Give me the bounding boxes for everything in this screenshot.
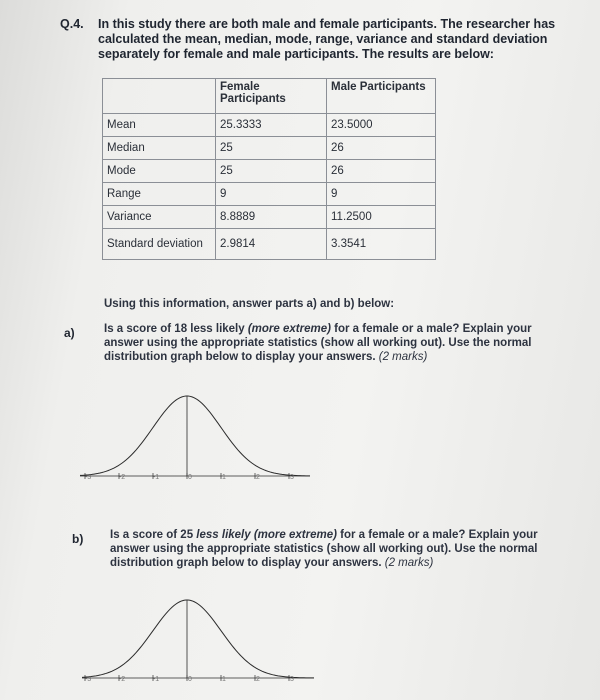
tick-label: -2 — [118, 474, 126, 481]
table-row — [103, 160, 436, 183]
female-value: 25.3333 — [216, 114, 327, 137]
part-b-text-start: Is a score of 25 — [110, 529, 197, 541]
part-b-text-italic: less likely (more extreme) — [196, 529, 337, 541]
male-value: 11.2500 — [327, 206, 436, 229]
part-b-text-end: for a female or a male? Explain your answer using the appropriate statistics (show all working out). Use the normal distribution graph below to display your answers. — [110, 529, 538, 569]
bell-curve — [80, 396, 310, 476]
female-value: 8.8889 — [216, 206, 327, 229]
part-b-marks: (2 marks) — [384, 557, 434, 569]
part-a-text — [104, 322, 544, 364]
question-number: Q.4. — [60, 17, 84, 31]
male-value: 9 — [327, 183, 436, 206]
tick-label: -3 — [84, 676, 92, 683]
female-value: 2.9814 — [216, 229, 327, 260]
row-label: Mean — [103, 114, 216, 137]
male-value: 26 — [327, 160, 436, 183]
part-b-letter: b) — [72, 532, 84, 546]
tick-label: -1 — [152, 676, 160, 683]
female-value: 25 — [216, 137, 327, 160]
male-value: 3.3541 — [327, 229, 436, 260]
table-row — [103, 206, 436, 229]
question-intro: In this study there are both male and female participants. The researcher has calculated the mean, median, mode, range, variance and standard deviation separately for female and male participants. The results are below: — [98, 17, 556, 61]
tick-labels — [85, 474, 294, 481]
part-a-letter: a) — [64, 326, 75, 340]
part-a-text-start: Is a score of 18 less likely — [104, 323, 248, 335]
bell-curve — [82, 600, 314, 678]
statistics-table — [102, 78, 436, 260]
table-row — [103, 229, 436, 260]
tick-label: 1 — [222, 676, 226, 683]
header-male: Male Participants — [327, 79, 436, 114]
row-label: Median — [103, 137, 216, 160]
row-label: Variance — [103, 206, 216, 229]
header-blank — [103, 79, 216, 114]
tick-label: -2 — [118, 676, 126, 683]
table-row — [103, 183, 436, 206]
header-female: Female Participants — [216, 79, 327, 114]
tick-label: 2 — [256, 474, 260, 481]
instructions: Using this information, answer parts a) and b) below: — [104, 298, 395, 310]
row-label: Standard deviation — [103, 229, 216, 260]
tick-label: 0 — [188, 676, 192, 683]
male-value: 26 — [327, 137, 436, 160]
part-a-text-italic: (more extreme) — [247, 323, 331, 335]
tick-label: 3 — [290, 474, 294, 481]
table-row — [103, 114, 436, 137]
normal-curve-a — [80, 392, 310, 497]
table-header-row — [103, 79, 436, 114]
table-row — [103, 137, 436, 160]
part-a-marks: (2 marks) — [378, 351, 428, 363]
tick-label: -3 — [84, 474, 92, 481]
part-b-text — [110, 528, 550, 570]
female-value: 25 — [216, 160, 327, 183]
tick-label: 0 — [188, 474, 192, 481]
row-label: Mode — [103, 160, 216, 183]
tick-label: -1 — [152, 474, 160, 481]
female-value: 9 — [216, 183, 327, 206]
tick-labels — [85, 676, 294, 683]
part-a-text-end: for a female or a male? Explain your answer using the appropriate statistics (show all working out). Use the normal distribution graph below to display your answers. — [104, 323, 532, 363]
row-label: Range — [103, 183, 216, 206]
tick-label: 2 — [256, 676, 260, 683]
male-value: 23.5000 — [327, 114, 436, 137]
tick-label: 1 — [222, 474, 226, 481]
tick-label: 3 — [290, 676, 294, 683]
normal-curve-b — [82, 596, 314, 700]
